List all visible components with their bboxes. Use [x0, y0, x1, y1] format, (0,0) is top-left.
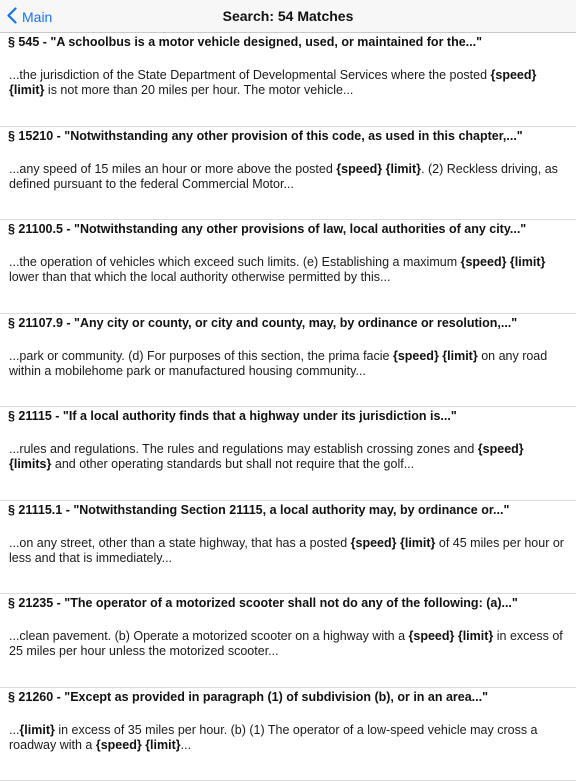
snippet-text: ...park or community. (d) For purposes of this section, the prima facie [9, 349, 393, 363]
result-title: § 545 - "A schoolbus is a motor vehicle designed, used, or maintained for the..." [8, 34, 568, 52]
result-title: § 21115 - "If a local authority finds that a highway under its jurisdiction is..." [8, 408, 568, 426]
result-snippet [9, 162, 568, 192]
snippet-text: ...rules and regulations. The rules and regulations may establish crossing zones and [9, 442, 478, 456]
snippet-text: ...any speed of 15 miles an hour or more above the posted [9, 162, 336, 176]
search-result-row[interactable] [0, 594, 576, 688]
search-result-row[interactable] [0, 127, 576, 221]
navigation-bar [0, 0, 576, 33]
snippet-highlight: {speed} {limit} [461, 255, 546, 269]
result-snippet [9, 68, 568, 98]
snippet-text: ...on any street, other than a state highway, that has a posted [9, 536, 351, 550]
result-snippet [9, 442, 568, 472]
chevron-left-icon [6, 7, 22, 27]
search-result-row[interactable] [0, 688, 576, 781]
result-title: § 21115.1 - "Notwithstanding Section 21115, a local authority may, by ordinance or..." [8, 502, 568, 520]
snippet-text: on any road within a mobilehome park or manufactured housing community... [9, 349, 547, 378]
snippet-text: ...clean pavement. (b) Operate a motorized scooter on a highway with a [9, 629, 409, 643]
snippet-text: is not more than 20 miles per hour. The motor vehicle... [44, 83, 353, 97]
snippet-highlight: {speed} {limit} [393, 349, 478, 363]
result-snippet [9, 723, 568, 753]
result-snippet [9, 536, 568, 566]
result-title: § 21100.5 - "Notwithstanding any other provisions of law, local authorities of any city..." [8, 221, 568, 239]
snippet-highlight: {speed} {limit} [96, 738, 181, 752]
snippet-highlight: {speed} {limit} [336, 162, 421, 176]
snippet-highlight: {limit} [19, 723, 54, 737]
search-result-row[interactable] [0, 314, 576, 408]
result-title: § 21260 - "Except as provided in paragraph (1) of subdivision (b), or in an area..." [8, 689, 568, 707]
result-snippet [9, 629, 568, 659]
page-title: Search: 54 Matches [0, 0, 576, 33]
snippet-text: of 45 miles per hour or less and that is immediately... [9, 536, 564, 565]
result-title: § 21235 - "The operator of a motorized scooter shall not do any of the following: (a)..." [8, 595, 568, 613]
snippet-text: and other operating standards but shall not require that the golf... [51, 457, 414, 471]
search-result-row[interactable] [0, 407, 576, 501]
snippet-highlight: {speed} {limits} [9, 442, 524, 471]
result-title: § 21107.9 - "Any city or county, or city and county, may, by ordinance or resolution,..." [8, 315, 568, 333]
snippet-text: . (2) Reckless driving, as defined pursuant to the federal Commercial Motor... [9, 162, 558, 191]
snippet-text: ... [181, 738, 191, 752]
back-button[interactable] [6, 0, 52, 33]
snippet-text: ...the operation of vehicles which exceed such limits. (e) Establishing a maximum [9, 255, 461, 269]
back-button-label: Main [22, 9, 52, 25]
snippet-text: in excess of 35 miles per hour. (b) (1) The operator of a low-speed vehicle may cross a roadway with a [9, 723, 538, 752]
search-result-row[interactable] [0, 33, 576, 127]
snippet-highlight: {speed} {limit} [409, 629, 494, 643]
search-results-list [0, 33, 576, 781]
result-title: § 15210 - "Notwithstanding any other provision of this code, as used in this chapter,..." [8, 128, 568, 146]
search-result-row[interactable] [0, 501, 576, 595]
search-result-row[interactable] [0, 220, 576, 314]
result-snippet [9, 349, 568, 379]
snippet-highlight: {speed} {limit} [351, 536, 436, 550]
result-snippet [9, 255, 568, 285]
snippet-text: ... [9, 723, 19, 737]
snippet-text: ...the jurisdiction of the State Department of Developmental Services where the posted [9, 68, 491, 82]
snippet-highlight: {speed} {limit} [9, 68, 536, 97]
snippet-text: in excess of 25 miles per hour unless the motorized scooter... [9, 629, 563, 658]
snippet-text: lower than that which the local authority otherwise permitted by this... [9, 270, 390, 284]
